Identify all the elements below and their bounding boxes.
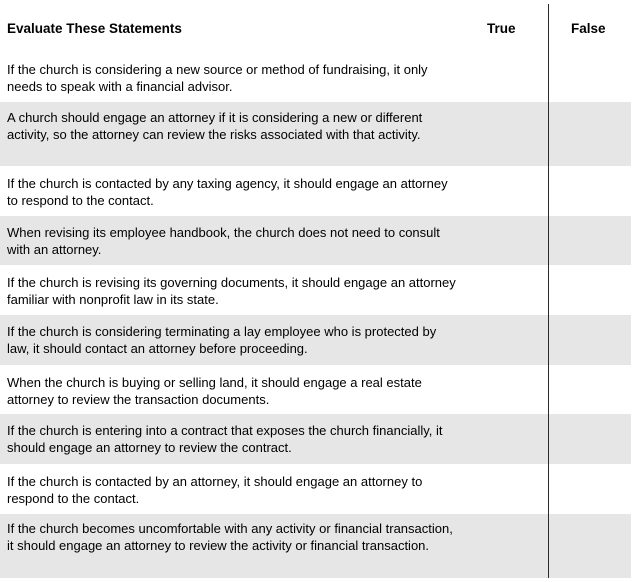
statement-text: If the church is contacted by any taxing agency, it should engage an attorney to respond to the contact. (7, 176, 448, 208)
statement-text: When the church is buying or selling land, it should engage a real estate attorney to review the transaction documents. (7, 375, 422, 407)
false-answer-cell[interactable] (549, 102, 631, 166)
statement-text: If the church is considering a new source or method of fundraising, it only needs to speak with a financial advisor. (7, 62, 428, 94)
statement-row (0, 216, 631, 265)
statement-row (0, 414, 631, 464)
false-answer-cell[interactable] (549, 464, 631, 514)
true-column-header: True (487, 21, 516, 36)
statement-text: If the church is contacted by an attorney, it should engage an attorney to respond to the contact. (7, 474, 423, 506)
statement-row (0, 464, 631, 514)
true-answer-cell[interactable] (460, 265, 548, 315)
true-answer-cell[interactable] (460, 315, 548, 365)
statement-row (0, 315, 631, 365)
false-answer-cell[interactable] (549, 365, 631, 414)
statement-row (0, 52, 631, 102)
false-answer-cell[interactable] (549, 514, 631, 578)
true-answer-cell[interactable] (460, 52, 548, 102)
statement-row (0, 365, 631, 414)
false-answer-cell[interactable] (549, 166, 631, 216)
true-answer-cell[interactable] (460, 365, 548, 414)
false-answer-cell[interactable] (549, 216, 631, 265)
table-header (0, 0, 631, 52)
true-answer-cell[interactable] (460, 514, 548, 578)
statement-text: A church should engage an attorney if it is considering a new or different activity, so the attorney can review the risks associated with that activity. (7, 110, 423, 142)
false-answer-cell[interactable] (549, 315, 631, 365)
true-answer-cell[interactable] (460, 464, 548, 514)
statement-row (0, 265, 631, 315)
false-answer-cell[interactable] (549, 265, 631, 315)
column-divider (548, 4, 549, 578)
statement-row (0, 102, 631, 166)
statements-column-header: Evaluate These Statements (7, 21, 182, 36)
true-answer-cell[interactable] (460, 166, 548, 216)
statement-text: When revising its employee handbook, the church does not need to consult with an attorney. (7, 225, 440, 257)
statement-text: If the church is revising its governing documents, it should engage an attorney familiar with nonprofit law in its state. (7, 275, 456, 307)
true-answer-cell[interactable] (460, 216, 548, 265)
false-column-header: False (571, 21, 606, 36)
statement-text: If the church is entering into a contract that exposes the church financially, it should engage an attorney to review the contract. (7, 423, 443, 455)
false-answer-cell[interactable] (549, 414, 631, 464)
false-answer-cell[interactable] (549, 52, 631, 102)
statement-row (0, 166, 631, 216)
true-answer-cell[interactable] (460, 414, 548, 464)
statement-text: If the church is considering terminating a lay employee who is protected by law, it should contact an attorney before proceeding. (7, 324, 437, 356)
statement-text: If the church becomes uncomfortable with any activity or financial transaction, it should engage an attorney to review the activity or financial transaction. (7, 521, 453, 553)
statement-row (0, 514, 631, 578)
true-answer-cell[interactable] (460, 102, 548, 166)
